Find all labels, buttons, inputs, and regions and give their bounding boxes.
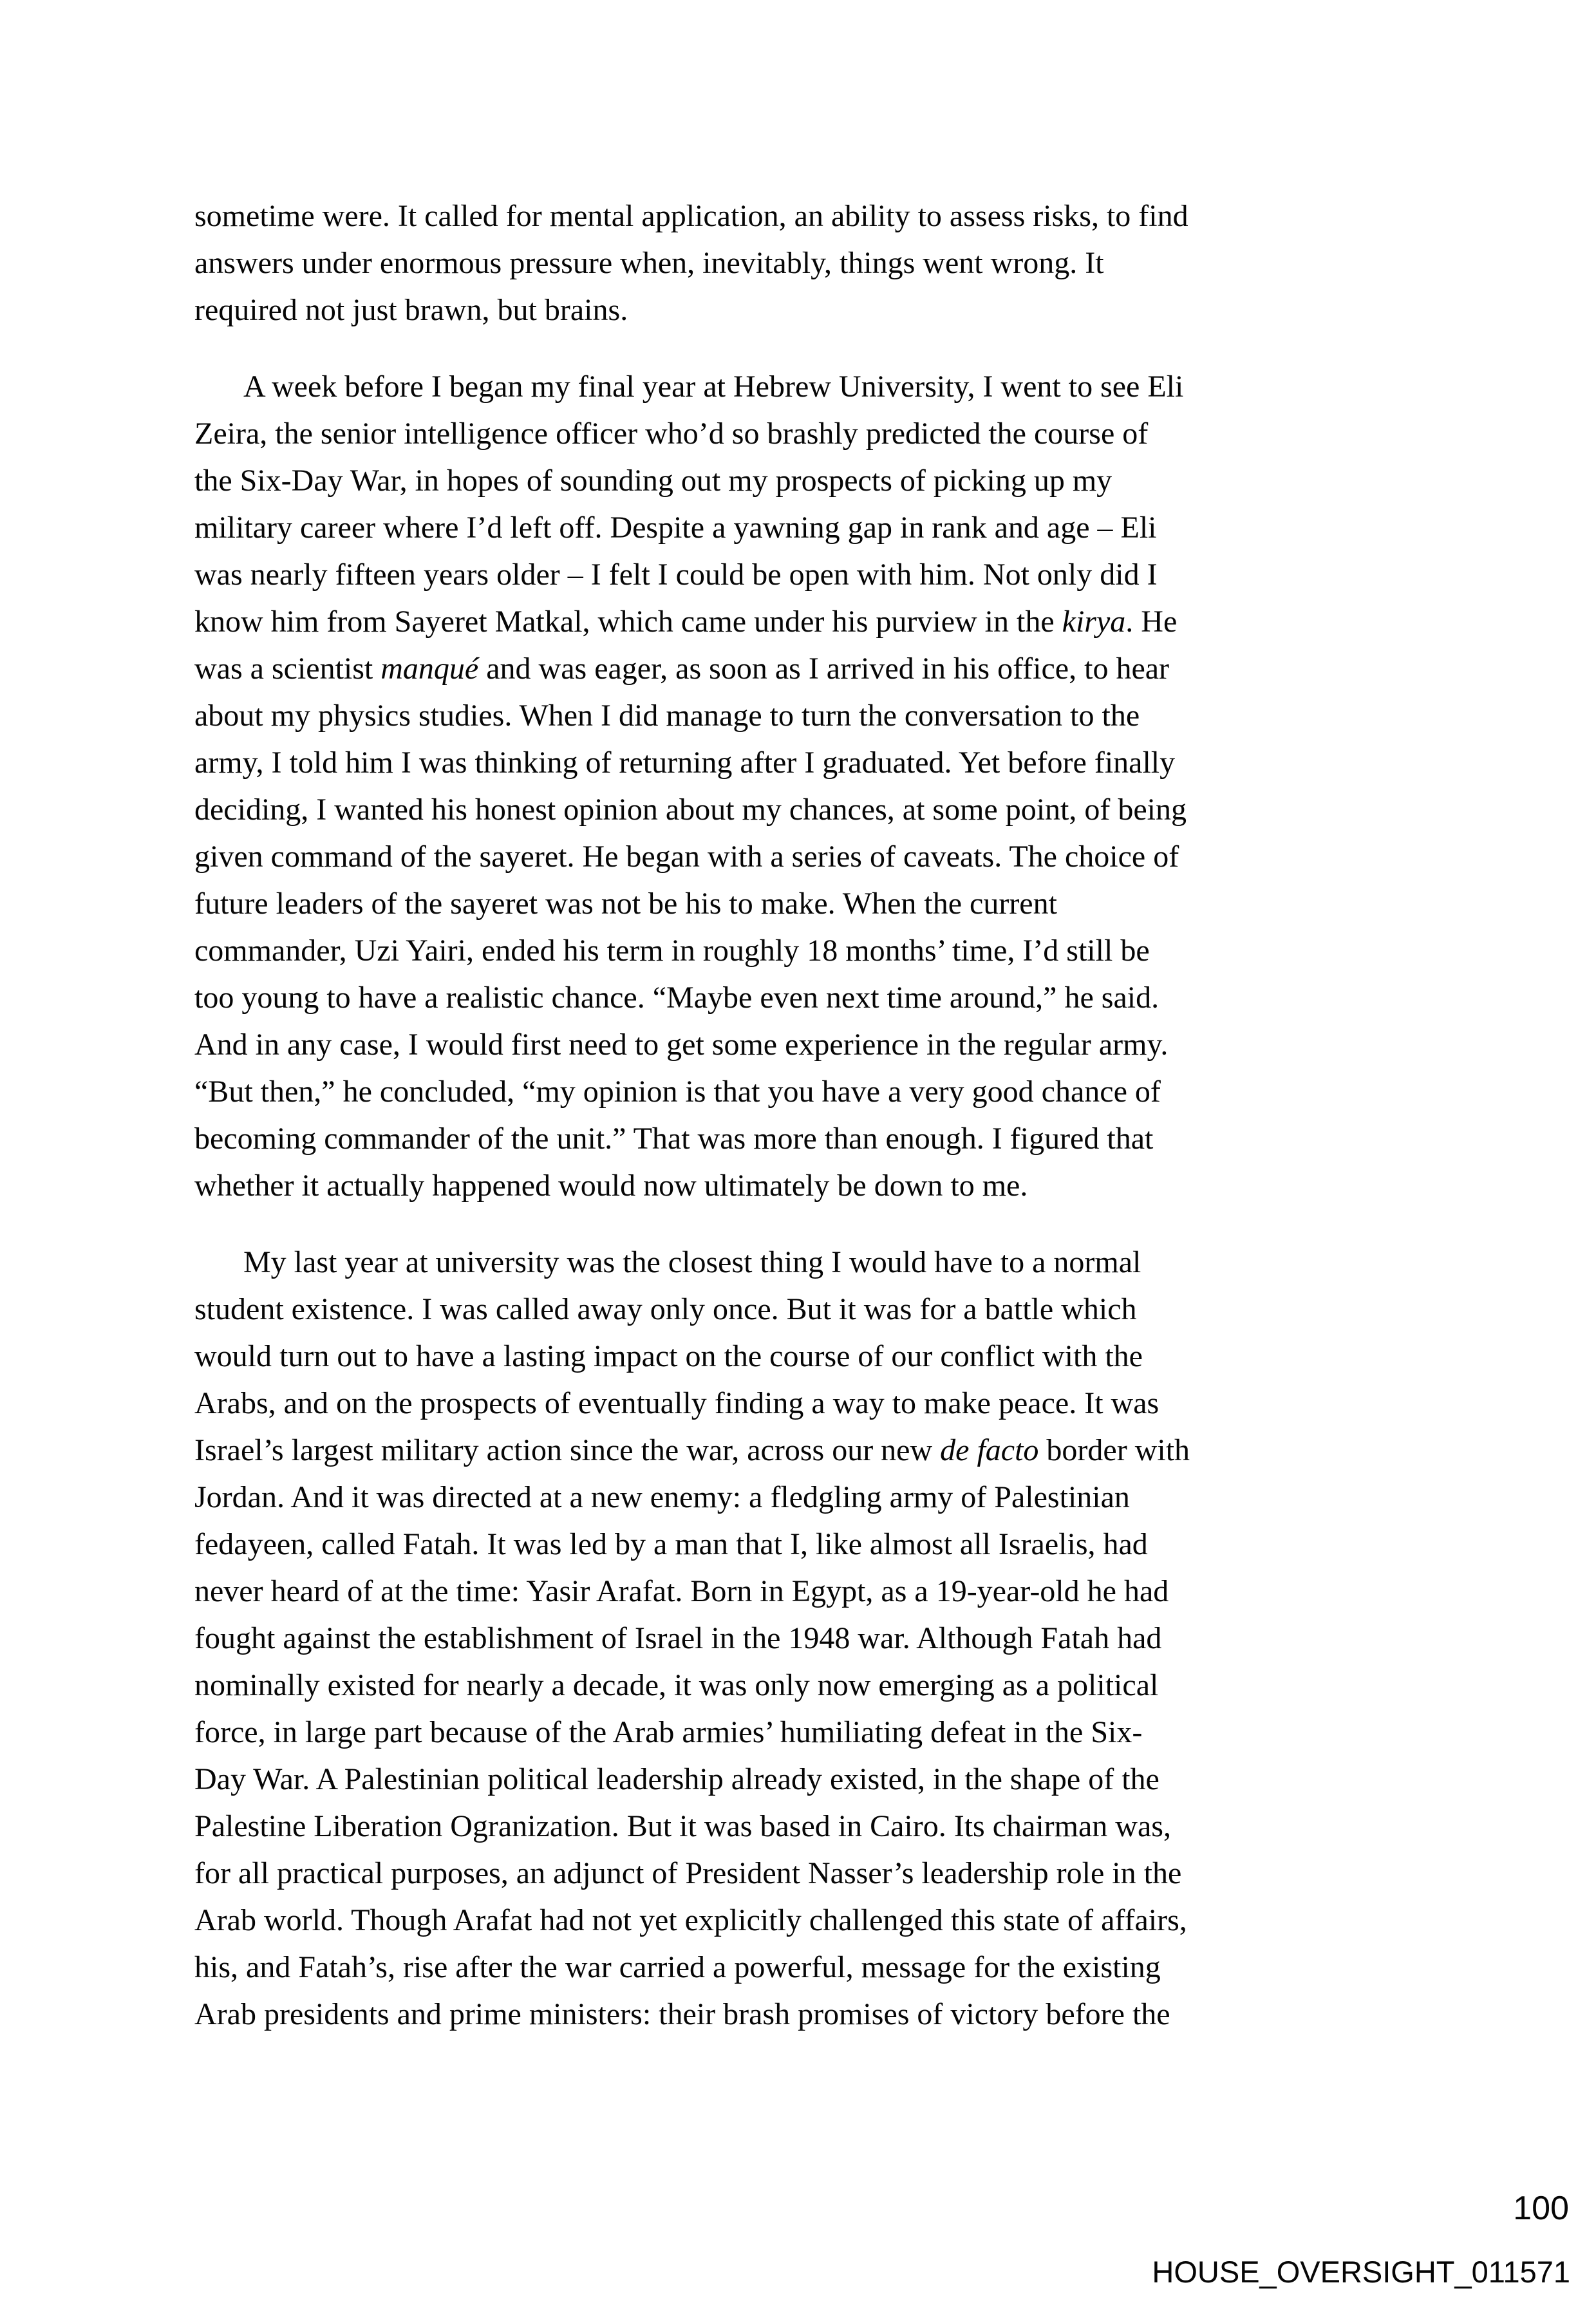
text-run: border with [1038,1433,1190,1467]
text-run: Palestine Liberation Ogranization. But it was based in Cairo. Its chairman was, [194,1809,1171,1843]
text-line [194,833,1450,880]
text-line [194,1850,1450,1897]
text-run: would turn out to have a lasting impact on the course of our conflict with the [194,1339,1143,1373]
italic-text-run: manqué [380,652,479,686]
text-run: military career where I’d left off. Despite a yawning gap in rank and age – Eli [194,511,1157,545]
text-line [194,598,1450,645]
text-line [194,1615,1450,1662]
bates-stamp: HOUSE_OVERSIGHT_011571 [1152,2255,1570,2289]
text-run: Day War. A Palestinian political leadership already existed, in the shape of the [194,1762,1159,1796]
text-line [194,1991,1450,2038]
text-run: sometime were. It called for mental application, an ability to assess risks, to find [194,199,1188,233]
text-line [194,1803,1450,1850]
text-run: Israel’s largest military action since the war, across our new [194,1433,941,1467]
text-run: future leaders of the sayeret was not be his to make. When the current [194,887,1057,921]
text-run: fedayeen, called Fatah. It was led by a man that I, like almost all Israelis, had [194,1527,1148,1561]
text-line [194,786,1450,833]
paragraph [194,363,1450,1209]
text-run: becoming commander of the unit.” That was more than enough. I figured that [194,1122,1154,1156]
text-line [194,1474,1450,1521]
paragraph [194,1239,1450,2038]
text-line [194,1068,1450,1115]
text-run: whether it actually happened would now ultimately be down to me. [194,1169,1028,1203]
text-line [194,287,1450,334]
italic-text-run: de facto [940,1433,1039,1467]
text-run: for all practical purposes, an adjunct of President Nasser’s leadership role in the [194,1856,1182,1890]
text-run: was nearly fifteen years older – I felt I could be open with him. Not only did I [194,558,1158,592]
text-run: too young to have a realistic chance. “Maybe even next time around,” he said. [194,981,1159,1015]
text-line [194,1239,1450,1286]
text-line [194,974,1450,1021]
text-run: deciding, I wanted his honest opinion about my chances, at some point, of being [194,793,1187,827]
text-line [194,1021,1450,1068]
text-run: My last year at university was the closest thing I would have to a normal [243,1245,1141,1279]
text-line [194,1286,1450,1333]
text-line [194,1333,1450,1380]
text-line [194,1709,1450,1756]
text-run: never heard of at the time: Yasir Arafat. Born in Egypt, as a 19-year-old he had [194,1574,1169,1608]
text-line [194,240,1450,287]
text-line [194,1521,1450,1568]
text-run: Arab presidents and prime ministers: their brash promises of victory before the [194,1997,1170,2031]
text-block [194,193,1450,2038]
text-line [194,410,1450,457]
text-line [194,692,1450,739]
text-run: about my physics studies. When I did manage to turn the conversation to the [194,699,1140,733]
text-line [194,363,1450,410]
paragraph [194,193,1450,334]
text-run: and was eager, as soon as I arrived in his office, to hear [478,652,1170,686]
text-run: And in any case, I would first need to get some experience in the regular army. [194,1028,1169,1062]
text-line [194,645,1450,692]
text-run: was a scientist [194,652,381,686]
italic-text-run: kirya [1062,605,1126,639]
text-run: army, I told him I was thinking of returning after I graduated. Yet before finally [194,746,1176,780]
text-line [194,1568,1450,1615]
text-run: force, in large part because of the Arab armies’ humiliating defeat in the Six- [194,1715,1143,1749]
text-run: Zeira, the senior intelligence officer who’d so brashly predicted the course of [194,417,1149,451]
text-run: Arab world. Though Arafat had not yet explicitly challenged this state of affairs, [194,1903,1187,1937]
text-line [194,504,1450,551]
text-run: . He [1125,605,1178,639]
text-run: student existence. I was called away only once. But it was for a battle which [194,1292,1137,1326]
text-run: Arabs, and on the prospects of eventually finding a way to make peace. It was [194,1386,1159,1420]
text-line [194,551,1450,598]
text-run: nominally existed for nearly a decade, it was only now emerging as a political [194,1668,1159,1702]
text-run: know him from Sayeret Matkal, which came under his purview in the [194,605,1062,639]
text-line [194,1115,1450,1162]
text-run: required not just brawn, but brains. [194,293,628,327]
text-line [194,1380,1450,1427]
text-line [194,1897,1450,1944]
text-line [194,457,1450,504]
text-run: fought against the establishment of Israel in the 1948 war. Although Fatah had [194,1621,1162,1655]
text-run: “But then,” he concluded, “my opinion is that you have a very good chance of [194,1075,1161,1109]
text-run: the Six-Day War, in hopes of sounding out my prospects of picking up my [194,464,1113,498]
text-run: A week before I began my final year at Hebrew University, I went to see Eli [243,370,1184,404]
text-line [194,739,1450,786]
text-run: his, and Fatah’s, rise after the war carried a powerful, message for the existing [194,1950,1161,1984]
text-line [194,193,1450,240]
text-line [194,1662,1450,1709]
text-run: Jordan. And it was directed at a new enemy: a fledgling army of Palestinian [194,1480,1130,1514]
text-line [194,1427,1450,1474]
text-line [194,1162,1450,1209]
page-number: 100 [1513,2190,1569,2227]
text-line [194,927,1450,974]
text-run: answers under enormous pressure when, inevitably, things went wrong. It [194,246,1104,280]
text-run: given command of the sayeret. He began with a series of caveats. The choice of [194,840,1179,874]
text-line [194,1944,1450,1991]
text-run: commander, Uzi Yairi, ended his term in roughly 18 months’ time, I’d still be [194,934,1150,968]
text-line [194,880,1450,927]
text-line [194,1756,1450,1803]
